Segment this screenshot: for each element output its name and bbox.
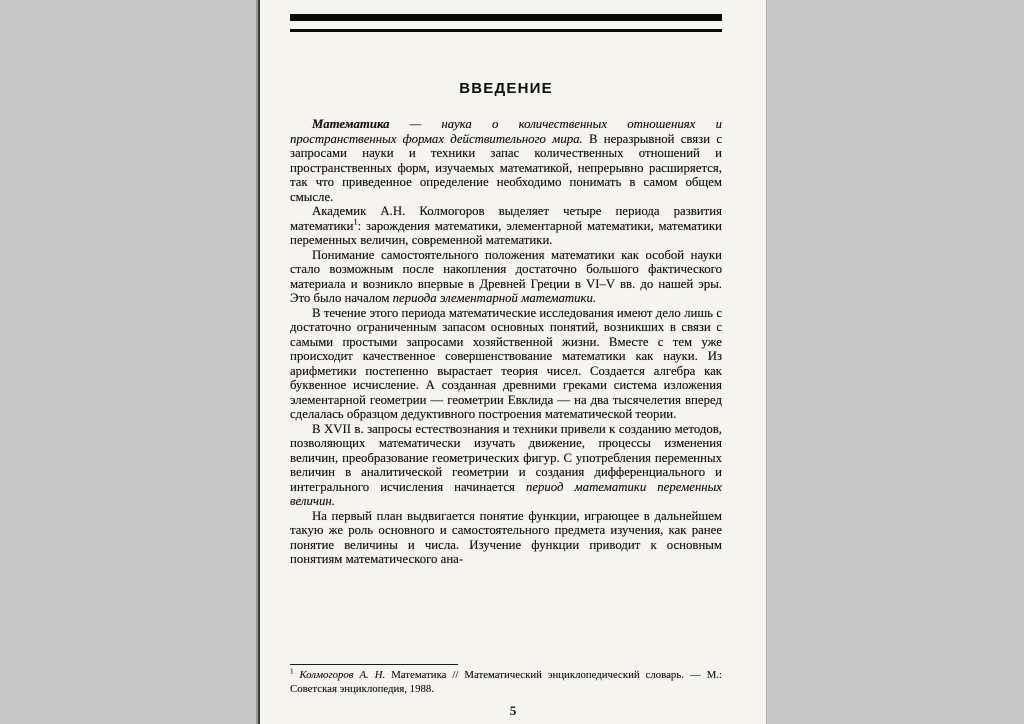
page-title: ВВЕДЕНИЕ [459, 80, 553, 97]
superscript-reference: 1 [353, 217, 358, 227]
text-segment: На первый план выдвигается понятие функции, играющее в дальнейшем такую же роль основного и самостоятельного предмета изучения, как ранее понятие величины и числа. Изучение функции приводит к основным понятиям математического ана- [290, 508, 722, 566]
text-segment: Математика [312, 117, 390, 131]
text-segment: Колмогоров А. Н. [299, 669, 386, 681]
top-rule-thin [290, 29, 722, 32]
text-segment: Математика // Математический энциклопедический словарь. — М.: Советская энциклопедия, 1988. [290, 669, 722, 695]
text-segment: периода элементарной математики. [392, 291, 597, 305]
text-segment: : зарождения математики, элементарной математики, математики переменных величин, современной математики. [290, 218, 722, 247]
text-segment: В течение этого периода математические исследования имеют дело лишь с достаточно ограниченным запасом основных понятий, возникших в связи с самыми простыми запросами хозяйственной жизни. Вместе с тем уже происходит качественное совершенствование математики как науки. Из арифметики постепенно вырастает теория чисел. Создается алгебра как буквенное исчисление. А созданная древними греками система изложения элементарной геометрии — геометрии Евклида — на два тысячелетия вперед сделалась образцом дедуктивного построения математической теории. [290, 305, 722, 421]
footnote-block [290, 664, 722, 696]
text-segment: — наука о количественных отношениях и пространственных формах действительного мира. [290, 117, 722, 146]
page-number: 5 [509, 703, 517, 718]
paragraph [290, 248, 722, 306]
top-rule-thick [290, 14, 722, 21]
footnote-text [290, 669, 722, 696]
text-segment: период математики переменных величин. [290, 479, 722, 508]
text-segment: Академик А.Н. Колмогоров выделяет четыре периода развития математики [290, 204, 722, 233]
paragraph [290, 204, 722, 248]
book-page [258, 0, 766, 724]
superscript-reference: 1 [290, 667, 294, 676]
paragraph [290, 422, 722, 509]
text-segment: В неразрывной связи с запросами науки и техники запас количественных отношений и пространственных форм, изучаемых математикой, непрерывно расширяется, так что приведенное определение необходимо понимать в самом общем смысле. [290, 131, 722, 204]
footnote-rule [290, 664, 458, 665]
text-segment: Понимание самостоятельного положения математики как особой науки стало возможным после накопления достаточно большого фактического материала и возникло впервые в Древней Греции в VI–V вв. до нашей эры. Это было началом [290, 247, 722, 305]
text-segment: В XVII в. запросы естествознания и техники привели к созданию методов, позволяющих математически изучать движение, процессы изменения величин, преобразование геометрических фигур. С употребления переменных величин в аналитической геометрии и создания дифференциального и интегрального исчисления начинается [290, 421, 722, 494]
body-text [290, 117, 722, 567]
paragraph [290, 509, 722, 567]
paragraph [290, 117, 722, 204]
paragraph [290, 306, 722, 422]
